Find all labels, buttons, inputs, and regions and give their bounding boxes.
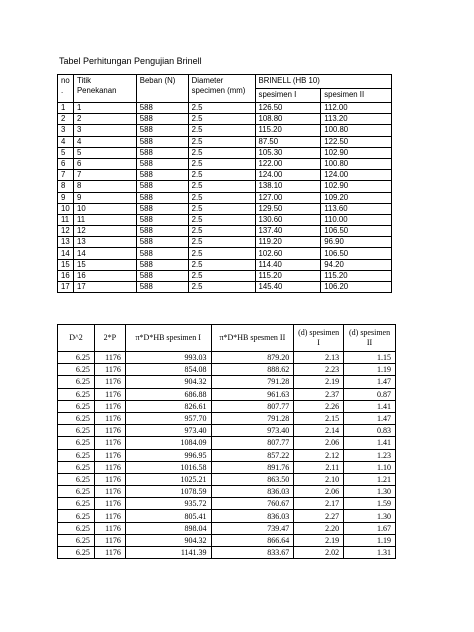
table-cell: 14 (58, 248, 74, 259)
table-cell: 2.26 (294, 400, 344, 412)
table-cell: 1176 (94, 473, 125, 485)
table-cell: 588 (136, 259, 188, 270)
table-row (58, 510, 396, 522)
table-cell: 114.40 (255, 259, 321, 270)
table-cell: 2.37 (294, 388, 344, 400)
table-row (58, 486, 396, 498)
table-cell: 115.20 (255, 270, 321, 281)
table-cell: 124.00 (255, 170, 321, 181)
table-cell: 6 (58, 158, 74, 169)
table-cell: 1.31 (344, 547, 396, 559)
page-title: Tabel Perhitungan Pengujian Brinell (59, 56, 202, 66)
table-cell: 6.25 (58, 425, 95, 437)
table-row (58, 400, 396, 412)
table-cell: 2.5 (188, 248, 255, 259)
table-cell: 588 (136, 270, 188, 281)
table-cell: 7 (58, 170, 74, 181)
table-cell: 1176 (94, 388, 125, 400)
table-cell: 739.47 (211, 522, 294, 534)
calculation-header-row (58, 325, 396, 352)
column-header: D^2 (58, 325, 95, 352)
table-cell: 13 (58, 237, 74, 248)
header-diameter-text: Diameter (191, 76, 224, 85)
table-cell: 973.40 (211, 425, 294, 437)
table-row (58, 125, 392, 136)
table-cell: 588 (136, 103, 188, 114)
table-cell: 1078.59 (125, 486, 211, 498)
table-cell: 4 (58, 136, 74, 147)
table-cell: 5 (73, 147, 136, 158)
table-cell: 2.19 (294, 534, 344, 546)
column-header: 2*P (94, 325, 125, 352)
table-cell: 108.80 (255, 114, 321, 125)
table-cell: 2.5 (188, 181, 255, 192)
table-row (58, 425, 396, 437)
table-cell: 588 (136, 192, 188, 203)
table-cell: 113.20 (321, 114, 392, 125)
table-cell: 112.00 (321, 103, 392, 114)
table-cell: 791.28 (211, 412, 294, 424)
table-cell: 0.83 (344, 425, 396, 437)
table-cell: 898.04 (125, 522, 211, 534)
table-cell: 94.20 (321, 259, 392, 270)
table-cell: 11 (58, 214, 74, 225)
table-cell: 588 (136, 214, 188, 225)
table-cell: 904.32 (125, 534, 211, 546)
table-cell: 973.40 (125, 425, 211, 437)
table-cell: 14 (73, 248, 136, 259)
table-row (58, 103, 392, 114)
table-cell: 102.90 (321, 181, 392, 192)
table-cell: 1176 (94, 510, 125, 522)
table-cell: 6.25 (58, 388, 95, 400)
table-cell: 2.5 (188, 136, 255, 147)
table-cell: 1.15 (344, 352, 396, 364)
table-cell: 891.76 (211, 461, 294, 473)
header-brinell: BRINELL (HB 10) (255, 75, 391, 89)
table-cell: 2.14 (294, 425, 344, 437)
table-row (58, 259, 392, 270)
header-titik-text: Titik (76, 76, 91, 85)
table-row (58, 270, 392, 281)
table-row (58, 412, 396, 424)
table-row (58, 364, 396, 376)
table-row (58, 534, 396, 546)
table-cell: 2.5 (188, 259, 255, 270)
table-cell: 2.13 (294, 352, 344, 364)
table-cell: 137.40 (255, 226, 321, 237)
table-cell: 1 (58, 103, 74, 114)
calculation-table-body (58, 352, 396, 559)
table-cell: 1.47 (344, 412, 396, 424)
table-cell: 113.60 (321, 203, 392, 214)
brinell-header-row (58, 75, 392, 89)
table-cell: 1084.09 (125, 437, 211, 449)
table-cell: 2.19 (294, 376, 344, 388)
table-cell: 1.10 (344, 461, 396, 473)
table-cell: 1141.39 (125, 547, 211, 559)
table-cell: 0.87 (344, 388, 396, 400)
header-penekanan-text: Penekanan (76, 85, 117, 95)
header-beban: Beban (N) (136, 75, 188, 103)
table-cell: 16 (73, 270, 136, 281)
table-cell: 993.03 (125, 352, 211, 364)
brinell-table (57, 74, 392, 293)
table-row (58, 226, 392, 237)
table-cell: 15 (58, 259, 74, 270)
table-row (58, 170, 392, 181)
table-cell: 12 (73, 226, 136, 237)
table-cell: 6.25 (58, 486, 95, 498)
header-titik (73, 75, 136, 103)
table-cell: 957.70 (125, 412, 211, 424)
table-cell: 129.50 (255, 203, 321, 214)
table-cell: 130.60 (255, 214, 321, 225)
table-cell: 588 (136, 226, 188, 237)
table-cell: 1.41 (344, 437, 396, 449)
table-cell: 106.50 (321, 248, 392, 259)
table-cell: 863.50 (211, 473, 294, 485)
table-cell: 791.28 (211, 376, 294, 388)
table-cell: 836.03 (211, 486, 294, 498)
table-cell: 857.22 (211, 449, 294, 461)
table-row (58, 282, 392, 293)
table-cell: 935.72 (125, 498, 211, 510)
table-cell: 6.25 (58, 534, 95, 546)
table-cell: 2.10 (294, 473, 344, 485)
table-cell: 588 (136, 237, 188, 248)
table-row (58, 192, 392, 203)
table-cell: 6.25 (58, 437, 95, 449)
table-cell: 6.25 (58, 461, 95, 473)
table-cell: 6.25 (58, 364, 95, 376)
table-cell: 588 (136, 282, 188, 293)
table-cell: 1176 (94, 437, 125, 449)
table-cell: 1.30 (344, 486, 396, 498)
table-cell: 2.27 (294, 510, 344, 522)
table-cell: 2.5 (188, 125, 255, 136)
table-cell: 106.50 (321, 226, 392, 237)
table-cell: 17 (73, 282, 136, 293)
table-cell: 2.5 (188, 203, 255, 214)
table-cell: 115.20 (321, 270, 392, 281)
table-cell: 102.90 (321, 147, 392, 158)
table-cell: 122.50 (321, 136, 392, 147)
table-row (58, 522, 396, 534)
table-cell: 6.25 (58, 412, 95, 424)
header-no-text: no (61, 76, 70, 85)
table-cell: 996.95 (125, 449, 211, 461)
table-cell: 4 (73, 136, 136, 147)
table-cell: 6.25 (58, 352, 95, 364)
table-cell: 6.25 (58, 400, 95, 412)
table-cell: 138.10 (255, 181, 321, 192)
table-cell: 686.88 (125, 388, 211, 400)
table-cell: 1176 (94, 547, 125, 559)
table-cell: 10 (73, 203, 136, 214)
table-row (58, 181, 392, 192)
table-cell: 11 (73, 214, 136, 225)
table-cell: 100.80 (321, 125, 392, 136)
header-diameter (188, 75, 255, 103)
table-cell: 106.20 (321, 282, 392, 293)
table-row (58, 376, 396, 388)
table-row (58, 248, 392, 259)
table-cell: 2.02 (294, 547, 344, 559)
table-row (58, 237, 392, 248)
table-cell: 96.90 (321, 237, 392, 248)
brinell-table-body (58, 103, 392, 293)
table-cell: 2.5 (188, 214, 255, 225)
table-cell: 588 (136, 147, 188, 158)
table-row (58, 203, 392, 214)
table-cell: 2.5 (188, 170, 255, 181)
column-header: π*D*HB spesimen I (125, 325, 211, 352)
table-cell: 588 (136, 114, 188, 125)
table-cell: 588 (136, 203, 188, 214)
table-cell: 6.25 (58, 376, 95, 388)
table-cell: 1.21 (344, 473, 396, 485)
table-row (58, 136, 392, 147)
table-cell: 15 (73, 259, 136, 270)
table-cell: 110.00 (321, 214, 392, 225)
table-row (58, 158, 392, 169)
table-row (58, 449, 396, 461)
table-cell: 1.47 (344, 376, 396, 388)
table-cell: 102.60 (255, 248, 321, 259)
table-cell: 3 (58, 125, 74, 136)
table-cell: 7 (73, 170, 136, 181)
table-cell: 1176 (94, 376, 125, 388)
table-cell: 13 (73, 237, 136, 248)
table-cell: 1176 (94, 498, 125, 510)
column-header: π*D*HB spesmen II (211, 325, 294, 352)
table-cell: 879.20 (211, 352, 294, 364)
table-cell: 2.5 (188, 103, 255, 114)
table-cell: 588 (136, 158, 188, 169)
table-cell: 805.41 (125, 510, 211, 522)
column-header: (d) spesimen I (294, 325, 344, 352)
table-cell: 16 (58, 270, 74, 281)
column-header: (d) spesimen II (344, 325, 396, 352)
table-cell: 2.5 (188, 270, 255, 281)
calculation-table (57, 324, 396, 559)
table-cell: 588 (136, 248, 188, 259)
table-cell: 1025.21 (125, 473, 211, 485)
table-row (58, 498, 396, 510)
table-cell: 6.25 (58, 510, 95, 522)
table-row (58, 547, 396, 559)
table-cell: 3 (73, 125, 136, 136)
table-cell: 2.5 (188, 192, 255, 203)
table-cell: 588 (136, 170, 188, 181)
table-cell: 826.61 (125, 400, 211, 412)
table-row (58, 352, 396, 364)
table-cell: 2.5 (188, 114, 255, 125)
table-row (58, 114, 392, 125)
table-cell: 5 (58, 147, 74, 158)
table-cell: 87.50 (255, 136, 321, 147)
table-cell: 2.15 (294, 412, 344, 424)
table-cell: 1176 (94, 425, 125, 437)
table-row (58, 214, 392, 225)
table-cell: 888.62 (211, 364, 294, 376)
table-cell: 1176 (94, 449, 125, 461)
header-spesimen-1: spesimen I (255, 89, 321, 103)
table-cell: 2.5 (188, 282, 255, 293)
table-cell: 2 (58, 114, 74, 125)
table-cell: 6 (73, 158, 136, 169)
table-cell: 760.67 (211, 498, 294, 510)
table-row (58, 147, 392, 158)
table-cell: 1.19 (344, 364, 396, 376)
table-cell: 6.25 (58, 498, 95, 510)
table-cell: 1.23 (344, 449, 396, 461)
table-cell: 2.20 (294, 522, 344, 534)
table-cell: 1.30 (344, 510, 396, 522)
table-cell: 2.23 (294, 364, 344, 376)
table-cell: 2 (73, 114, 136, 125)
table-cell: 1176 (94, 400, 125, 412)
table-cell: 115.20 (255, 125, 321, 136)
table-cell: 904.32 (125, 376, 211, 388)
table-cell: 1.41 (344, 400, 396, 412)
table-cell: 1176 (94, 364, 125, 376)
table-cell: 124.00 (321, 170, 392, 181)
table-cell: 854.08 (125, 364, 211, 376)
table-cell: 10 (58, 203, 74, 214)
table-cell: 105.30 (255, 147, 321, 158)
table-cell: 9 (73, 192, 136, 203)
table-cell: 833.67 (211, 547, 294, 559)
table-cell: 6.25 (58, 449, 95, 461)
table-cell: 145.40 (255, 282, 321, 293)
table-cell: 122.00 (255, 158, 321, 169)
table-cell: 1.67 (344, 522, 396, 534)
table-cell: 2.11 (294, 461, 344, 473)
table-cell: 6.25 (58, 522, 95, 534)
table-cell: 2.5 (188, 147, 255, 158)
table-cell: 807.77 (211, 400, 294, 412)
table-cell: 1176 (94, 486, 125, 498)
table-row (58, 461, 396, 473)
table-cell: 8 (73, 181, 136, 192)
table-cell: 1016.58 (125, 461, 211, 473)
header-no-dot: . (61, 85, 64, 95)
table-row (58, 388, 396, 400)
table-cell: 1176 (94, 412, 125, 424)
table-cell: 2.5 (188, 237, 255, 248)
table-cell: 1176 (94, 352, 125, 364)
table-cell: 1176 (94, 534, 125, 546)
table-cell: 588 (136, 181, 188, 192)
table-row (58, 473, 396, 485)
table-cell: 1 (73, 103, 136, 114)
table-cell: 2.5 (188, 226, 255, 237)
table-cell: 6.25 (58, 547, 95, 559)
table-cell: 1.19 (344, 534, 396, 546)
table-cell: 807.77 (211, 437, 294, 449)
table-cell: 2.06 (294, 437, 344, 449)
table-cell: 1.59 (344, 498, 396, 510)
table-cell: 2.06 (294, 486, 344, 498)
table-cell: 588 (136, 136, 188, 147)
table-cell: 119.20 (255, 237, 321, 248)
table-cell: 866.64 (211, 534, 294, 546)
table-cell: 961.63 (211, 388, 294, 400)
table-cell: 9 (58, 192, 74, 203)
table-cell: 8 (58, 181, 74, 192)
table-cell: 2.17 (294, 498, 344, 510)
table-cell: 17 (58, 282, 74, 293)
table-cell: 2.12 (294, 449, 344, 461)
table-cell: 126.50 (255, 103, 321, 114)
table-cell: 12 (58, 226, 74, 237)
table-cell: 836.03 (211, 510, 294, 522)
table-cell: 2.5 (188, 158, 255, 169)
table-cell: 588 (136, 125, 188, 136)
table-row (58, 437, 396, 449)
table-cell: 6.25 (58, 473, 95, 485)
table-cell: 109.20 (321, 192, 392, 203)
table-cell: 1176 (94, 461, 125, 473)
header-specimen-mm-text: specimen (mm) (191, 85, 246, 95)
header-spesimen-2: spesimen II (321, 89, 392, 103)
table-cell: 1176 (94, 522, 125, 534)
table-cell: 127.00 (255, 192, 321, 203)
table-cell: 100.80 (321, 158, 392, 169)
header-no (58, 75, 74, 103)
